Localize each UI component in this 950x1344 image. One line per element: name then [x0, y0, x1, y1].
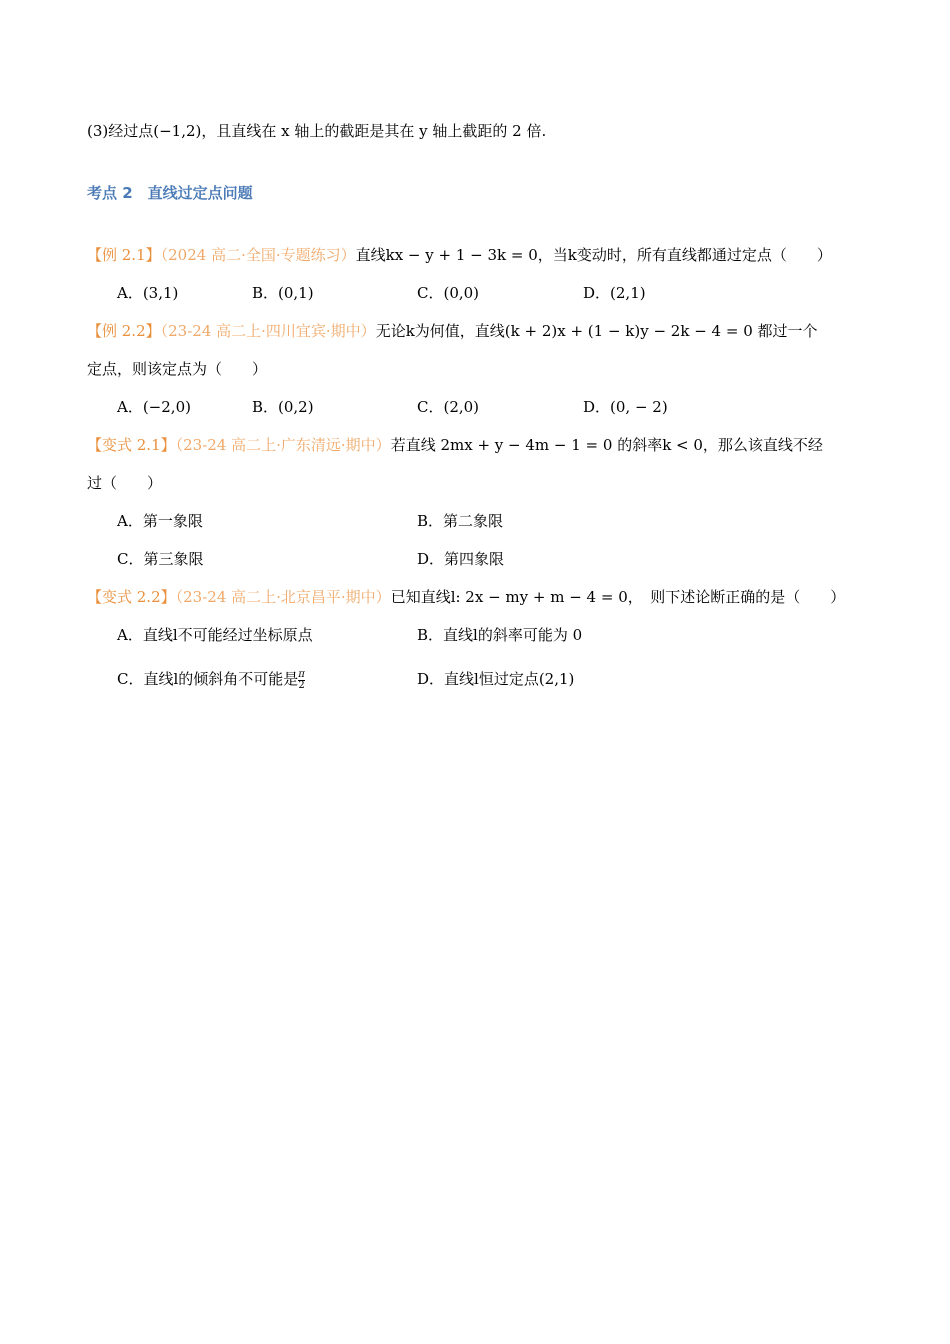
problem-2-1-stem: [87, 244, 832, 266]
variant-2-1-stem-cont: 过（ ）: [87, 474, 163, 492]
variant-2-2-stem: [87, 586, 845, 608]
option-a[interactable]: A．(−2,0): [117, 398, 191, 416]
fraction-numerator: π: [298, 668, 305, 680]
problem-2-2-stem: [87, 320, 818, 342]
intro-line: (3)经过点(−1,2)，且直线在 x 轴上的截距是其在 y 轴上截距的 2 倍.: [87, 122, 547, 140]
option-c[interactable]: C．(0,0): [417, 284, 480, 302]
option-a[interactable]: A．直线l不可能经过坐标原点: [117, 626, 313, 644]
variant-2-1-stem: [87, 434, 823, 456]
option-b[interactable]: B．第二象限: [417, 512, 504, 530]
option-c[interactable]: C．第三象限: [117, 550, 204, 568]
option-d[interactable]: D．直线l恒过定点(2,1): [417, 670, 575, 688]
option-a[interactable]: A．第一象限: [117, 512, 203, 530]
option-b[interactable]: B．(0,1): [252, 284, 314, 302]
option-c-text: C．直线l的倾斜角不可能是: [117, 670, 299, 688]
problem-tag: 【变式 2.1】: [87, 436, 176, 454]
option-a[interactable]: A．(3,1): [117, 284, 179, 302]
option-c[interactable]: C．(2,0): [417, 398, 480, 416]
problem-tag: 【例 2.2】: [87, 322, 161, 340]
problem-text: 已知直线l: 2x − my + m − 4 = 0， 则下述论断正确的是（ ）: [390, 588, 846, 606]
option-b[interactable]: B．直线l的斜率可能为 0: [417, 626, 583, 644]
problem-tag: 【变式 2.2】: [87, 588, 176, 606]
problem-source: （23-24 高二上·北京昌平·期中）: [175, 588, 391, 606]
option-b[interactable]: B．(0,2): [252, 398, 314, 416]
option-d[interactable]: D．第四象限: [417, 550, 505, 568]
problem-source: （23-24 高二上·四川宜宾·期中）: [160, 322, 376, 340]
option-d[interactable]: D．(2,1): [583, 284, 646, 302]
problem-source: （23-24 高二上·广东清远·期中）: [175, 436, 391, 454]
problem-source: （2024 高二·全国·专题练习）: [160, 246, 356, 264]
fraction-denominator: 2: [298, 679, 305, 691]
option-d[interactable]: D．(0, − 2): [583, 398, 668, 416]
problem-2-2-stem-cont: 定点，则该定点为（ ）: [87, 360, 268, 378]
section-title: 考点 2 直线过定点问题: [87, 184, 253, 202]
problem-text: 无论k为何值，直线(k + 2)x + (1 − k)y − 2k − 4 = 0 都过一个: [375, 322, 818, 340]
problem-text: 若直线 2mx + y − 4m − 1 = 0 的斜率k < 0，那么该直线不经: [390, 436, 823, 454]
option-c[interactable]: [117, 668, 305, 691]
problem-text: 直线kx − y + 1 − 3k = 0，当k变动时，所有直线都通过定点（ ）: [355, 246, 832, 264]
problem-tag: 【例 2.1】: [87, 246, 161, 264]
pi-over-2-fraction: [298, 670, 305, 691]
